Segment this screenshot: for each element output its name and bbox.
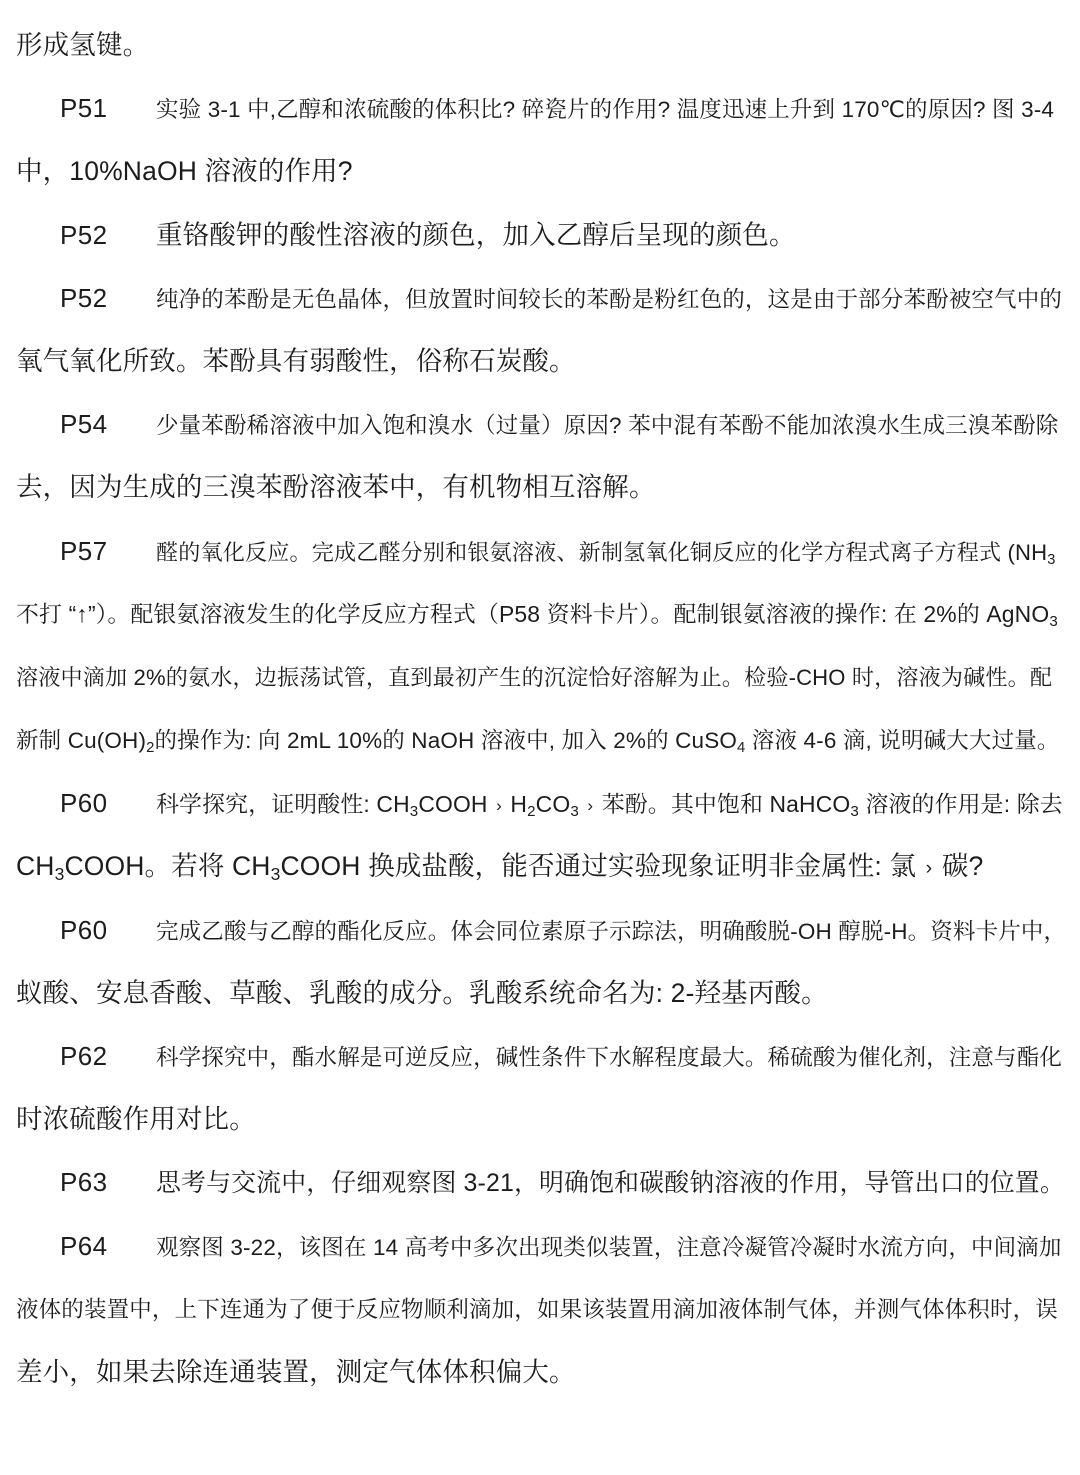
page-reference-tag: P57 [60,535,108,566]
note-entry-line [16,520,1068,583]
note-entry-line [16,267,1068,330]
note-continuation-text: 差小，如果去除连通装置，测定气体体积偏大。 [16,1356,576,1387]
note-entry-text: 醛的氧化反应。完成乙醛分别和银氨溶液、新制氢氧化铜反应的化学方程式离子方程式 ($NH_3$ [156,539,1056,568]
page-reference-tag: P51 [60,93,108,124]
note-continuation-text: 不打 “↑”）。配银氨溶液发生的化学反应方程式（P58 资料卡片）。配制银氨溶液的操作: 在 2%的 AgNO$_3$ [16,600,1058,630]
note-entry-text: 观察图 3-22，该图在 14 高考中多次出现类似装置，注意冷凝管冷凝时水流方向，中间滴加 [156,1234,1062,1260]
note-continuation-line [16,962,1068,1025]
note-entry-line [16,772,1068,835]
note-continuation-text: 液体的装置中，上下连通为了便于反应物顺利滴加，如果该装置用滴加液体制气体，并测气体体积时，误 [16,1296,1058,1322]
note-continuation-line [16,1278,1068,1341]
note-continuation-line [16,1341,1068,1404]
page-reference-tag: P64 [60,1230,108,1261]
note-entry-line [16,1151,1068,1214]
page-reference-tag: P60 [60,914,108,945]
note-continuation-line [16,14,1068,77]
note-entry-text: 实验 3-1 中,乙醇和浓硫酸的体积比? 碎瓷片的作用? 温度迅速上升到 170℃的原因? 图 3-4 [156,97,1055,123]
note-continuation-text: 形成氢键。 [16,30,150,60]
note-entry-text: 科学探究中，酯水解是可逆反应，碱性条件下水解程度最大。稀硫酸为催化剂，注意与酯化 [156,1045,1063,1070]
page-reference-tag: P52 [60,219,108,250]
note-entry-text: 重铬酸钾的酸性溶液的颜色，加入乙醇后呈现的颜色。 [156,219,796,250]
page-reference-tag: P54 [60,409,108,440]
note-continuation-text: 氧气氧化所致。苯酚具有弱酸性，俗称石炭酸。 [16,345,576,376]
note-continuation-text: 新制 $Cu(OH)_2$的操作为: 向 2mL 10%的 NaOH 溶液中, 加入 2%的 CuSO$_4$ 溶液 4-6 滴, 说明碱大大过量。 [16,728,1060,757]
note-continuation-text: 中，10%NaOH 溶液的作用? [16,156,353,187]
page-reference-tag: P52 [60,282,108,313]
note-continuation-text: $CH_3COOH$。若将 $CH_3COOH$ 换成盐酸，能否通过实验现象证明非金属性: 氯 › 碳? [16,851,984,885]
note-continuation-text: 溶液中滴加 2%的氨水，边振荡试管，直到最初产生的沉淀恰好溶解为止。检验-CHO 时，溶液为碱性。配 [16,664,1053,690]
note-entry-line [16,77,1068,140]
note-continuation-text: 时浓硫酸作用对比。 [16,1104,256,1135]
note-entry-line [16,1025,1068,1088]
page-reference-tag: P60 [60,788,108,819]
note-continuation-text: 去，因为生成的三溴苯酚溶液苯中，有机物相互溶解。 [16,472,656,503]
page-reference-tag: P63 [60,1167,108,1198]
note-entry-line [16,1215,1068,1278]
note-continuation-line [16,709,1068,772]
document-text-body [16,14,1068,1404]
note-continuation-line [16,330,1068,393]
note-entry-text: 纯净的苯酚是无色晶体，但放置时间较长的苯酚是粉红色的，这是由于部分苯酚被空气中的 [156,286,1063,312]
note-entry-text: 完成乙酸与乙醇的酯化反应。体会同位素原子示踪法，明确酸脱-OH 醇脱-H。资料卡片中， [156,918,1067,944]
note-entry-line [16,204,1068,267]
note-continuation-line [16,583,1068,646]
note-entry-text: 科学探究，证明酸性: $CH_3COOH$ › $H_2CO_3$ › 苯酚。其中饱和 NaHCO$_3$ 溶液的作用是: 除去 [156,791,1063,821]
note-continuation-line [16,456,1068,519]
note-entry-text: 少量苯酚稀溶液中加入饱和溴水（过量）原因? 苯中混有苯酚不能加浓溴水生成三溴苯酚除 [156,413,1059,439]
note-continuation-text: 蚁酸、安息香酸、草酸、乳酸的成分。乳酸系统命名为: 2-羟基丙酸。 [16,977,828,1008]
note-entry-line [16,393,1068,456]
note-entry-line [16,899,1068,962]
note-continuation-line [16,646,1068,709]
page-reference-tag: P62 [60,1041,108,1071]
note-continuation-line [16,140,1068,203]
note-continuation-line [16,1088,1068,1151]
note-entry-text: 思考与交流中，仔细观察图 3-21，明确饱和碳酸钠溶液的作用，导管出口的位置。 [156,1169,1065,1198]
note-continuation-line [16,835,1068,898]
